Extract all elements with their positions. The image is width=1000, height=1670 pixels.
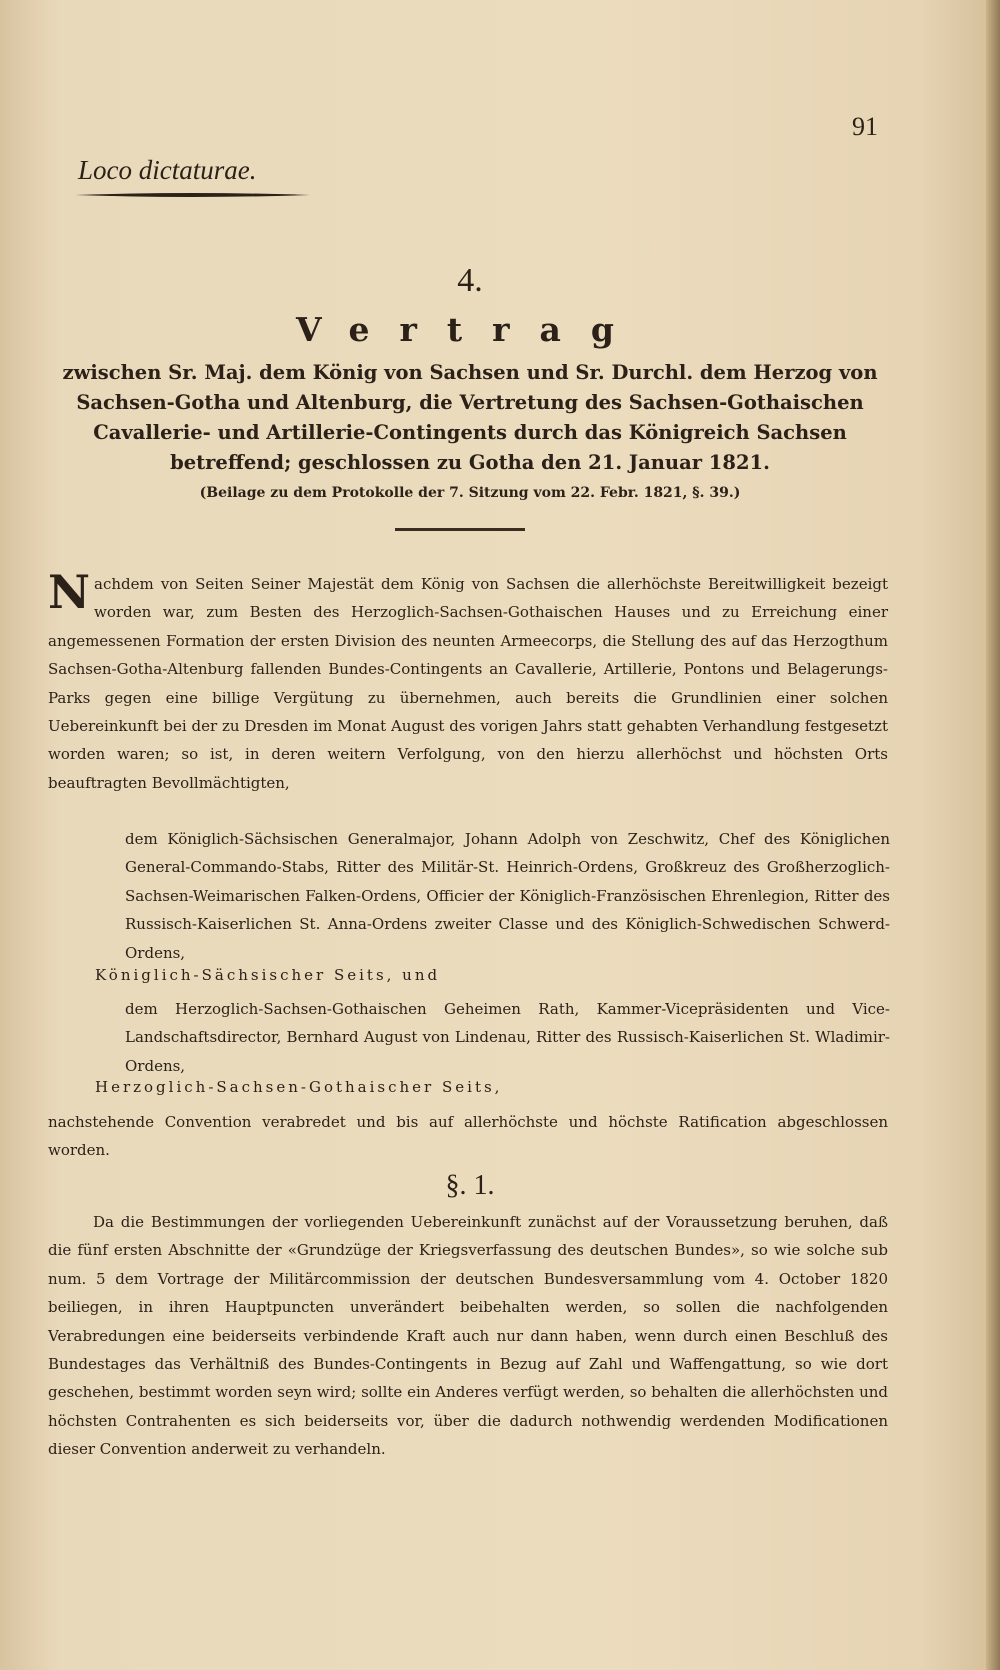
section-number: 4. <box>457 262 483 299</box>
closing-paragraph: nachstehende Convention verabredet und bis auf allerhöchste und höchste Ratification abgeschlossen worden. <box>48 1113 888 1160</box>
section-heading: §. 1. <box>445 1170 495 1201</box>
side-label-gotha: Herzoglich-Sachsen-Gothaischer Seits, <box>95 1078 503 1096</box>
page-edge <box>986 0 1000 1670</box>
document-subtitle: zwischen Sr. Maj. dem König von Sachsen und Sr. Durchl. dem Herzog von Sachsen-Gotha und Altenburg, die Vertretung des Sachsen-Gothaischen Cavallerie- und Artillerie-Contingents durch das Königreich Sachsen betreffend; geschlossen zu Gotha den 21. Januar 1821. <box>62 361 878 474</box>
party-gotha: dem Herzoglich-Sachsen-Gothaischen Geheimen Rath, Kammer-Vicepräsidenten und Vice-Landschaftsdirector, Bernhard August von Lindenau, Ritter des Russisch-Kaiserlichen St. Wladimir-Ordens, <box>125 1000 890 1075</box>
intro-text: achdem von Seiten Seiner Majestät dem König von Sachsen die allerhöchste Bereitwilligkeit bezeigt worden war, zum Besten des Herzoglich-Sachsen-Gothaischen Hauses und zu Erreichung einer angemessenen Formation der ersten Division des neunten Armeecorps, die Stellung des auf das Herzogthum Sachsen-Gotha-Altenburg fallenden Bundes-Contingents an Cavallerie, Artillerie, Pontons und Belagerungs-Parks gegen eine billige Vergütung zu übernehmen, auch bereits die Grundlinien einer solchen Uebereinkunft bei der zu Dresden im Monat August des vorigen Jahrs statt gehabten Verhandlung festgesetzt worden waren; so ist, in deren weitern Verfolgung, von den hierzu allerhöchst und höchsten Orts beauftragten Bevollmächtigten, <box>48 575 888 792</box>
divider-rule <box>395 528 525 531</box>
party-saxony: dem Königlich-Sächsischen Generalmajor, Johann Adolph von Zeschwitz, Chef des Königlichen General-Commando-Stabs, Ritter des Militär-St. Heinrich-Ordens, Großkreuz des Großherzoglich-Sachsen-Weimarischen Falken-Ordens, Officier der Königlich-Französischen Ehrenlegion, Ritter des Russisch-Kaiserlichen St. Anna-Ordens zweiter Classe und des Königlich-Schwedischen Schwerd-Ordens, <box>125 830 890 962</box>
dropcap: N <box>48 565 91 619</box>
section-1-paragraph: Da die Bestimmungen der vorliegenden Uebereinkunft zunächst auf der Voraussetzung beruhen, daß die fünf ersten Abschnitte der «Grundzüge der Kriegsverfassung des deutschen Bundes», so wie solche sub num. 5 dem Vortrage der Militärcommission der deutschen Bundesversammlung vom 4. October 1820 beiliegen, in ihren Hauptpuncten unverändert beibehalten werden, so sollen die nachfolgenden Verabredungen eine beiderseits verbindende Kraft auch nur dann haben, wenn durch einen Beschluß des Bundestages das Verhältniß des Bundes-Contingents in Bezug auf Zahl und Waffengattung, so wie dort geschehen, bestimmt worden seyn wird; sollte ein Anderes verfügt werden, so behalten die allerhöchsten und höchsten Contrahenten es sich beiderseits vor, über die dadurch nothwendig werdenden Modificationen dieser Convention anderweit zu verhandeln. <box>48 1213 888 1459</box>
ornamental-rule <box>75 192 310 198</box>
side-label-saxony: Königlich-Sächsischer Seits, und <box>95 966 441 984</box>
intro-paragraph <box>48 565 888 797</box>
page-number: 91 <box>852 112 878 141</box>
margin-note: Loco dictaturae. <box>78 155 257 185</box>
protocol-note: (Beilage zu dem Protokolle der 7. Sitzung vom 22. Febr. 1821, §. 39.) <box>199 485 741 501</box>
document-title: Vertrag <box>295 310 645 349</box>
